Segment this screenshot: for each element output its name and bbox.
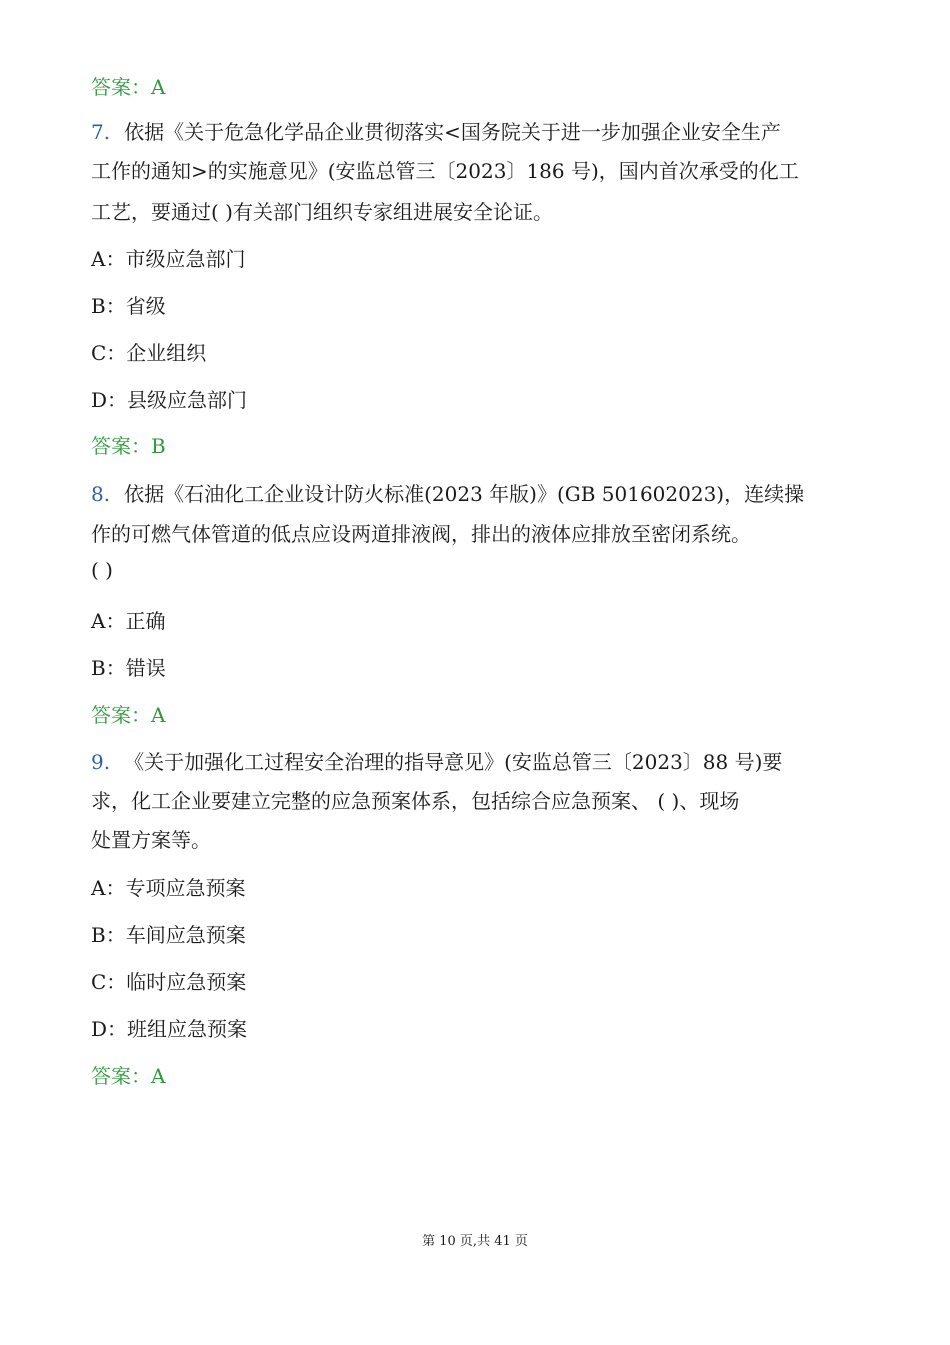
option-a: A：正确: [91, 609, 166, 633]
option-c: C：临时应急预案: [91, 970, 247, 994]
question-8-line-1: [91, 480, 804, 508]
option-a: A：专项应急预案: [91, 876, 246, 900]
answer-line: 答案：A: [91, 75, 166, 99]
question-9-line-1: [91, 748, 782, 776]
question-number: 9.: [91, 750, 111, 774]
question-text: 依据《关于危急化学品企业贯彻落实<国务院关于进一步加强企业安全生产: [124, 120, 781, 144]
question-9-line-3: 处置方案等。: [91, 828, 211, 852]
option-b: B：省级: [91, 294, 166, 318]
option-a: A：市级应急部门: [91, 247, 246, 271]
question-8-line-2: 作的可燃气体管道的低点应设两道排液阀，排出的液体应排放至密闭系统。: [91, 522, 751, 546]
question-text: 依据《石油化工企业设计防火标准(2023 年版)》(GB 501602023)，连续操: [124, 482, 805, 506]
question-number: 8.: [91, 482, 111, 506]
question-7-line-3: 工艺，要通过( )有关部门组织专家组进展安全论证。: [91, 200, 553, 224]
answer-line: 答案：A: [91, 703, 166, 727]
answer-line: 答案：A: [91, 1064, 166, 1088]
option-b: B：车间应急预案: [91, 923, 246, 947]
question-number: 7.: [91, 120, 111, 144]
page-footer: 第 10 页,共 41 页: [422, 1234, 528, 1249]
question-9-line-2: 求，化工企业要建立完整的应急预案体系，包括综合应急预案、 ( )、现场: [91, 789, 740, 813]
question-8-line-3: ( ): [91, 558, 113, 582]
question-7-line-2: 工作的通知>的实施意见》(安监总管三〔2023〕186 号)，国内首次承受的化工: [91, 159, 799, 183]
question-7-line-1: [91, 118, 781, 146]
answer-line: 答案：B: [91, 434, 166, 458]
option-b: B：错误: [91, 656, 166, 680]
option-c: C：企业组织: [91, 341, 207, 365]
option-d: D：县级应急部门: [91, 388, 248, 412]
question-text: 《关于加强化工过程安全治理的指导意见》(安监总管三〔2023〕88 号)要: [124, 750, 783, 774]
option-d: D：班组应急预案: [91, 1017, 248, 1041]
